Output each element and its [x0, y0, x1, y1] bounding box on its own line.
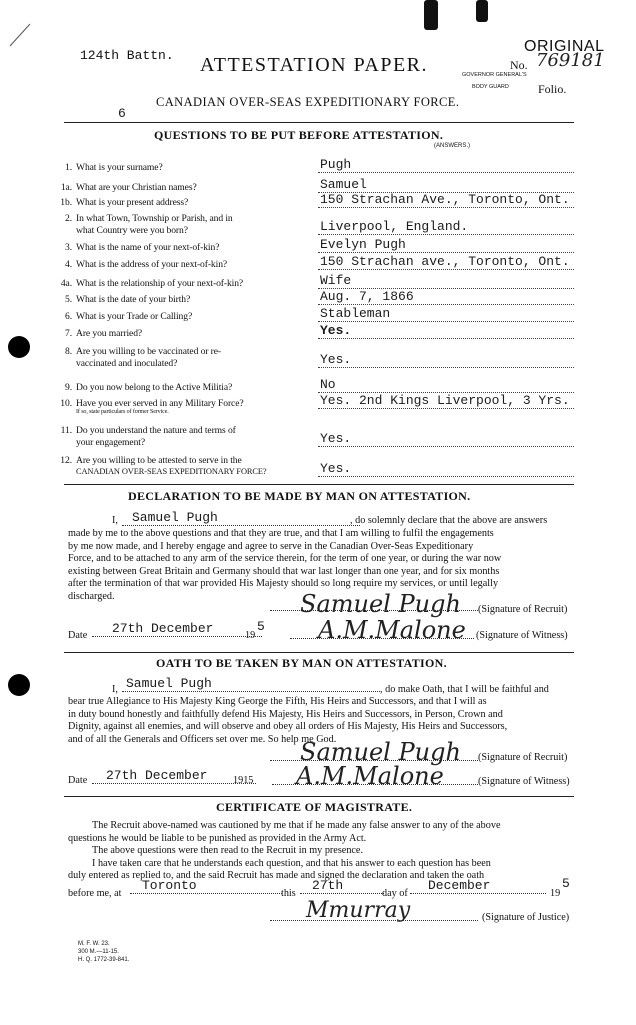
- battalion-label: 124th Battn.: [80, 48, 174, 63]
- text-line: Force, and to be attached to any arm of the service therein, for the term of one year, or during the war now: [68, 553, 502, 564]
- question-text: What is your present address?: [76, 197, 189, 208]
- oath-name: Samuel Pugh: [122, 676, 380, 692]
- certificate-year-prefix: 19: [550, 888, 561, 899]
- text-line: in duty bound honestly and faithfully defend His Majesty, His Heirs and Successors, in Person, Crown and: [68, 708, 503, 720]
- declaration-witness-signature: A.M.Malone: [318, 616, 466, 644]
- footer-line: H. Q. 1772-39-841.: [78, 957, 130, 963]
- certificate-rule: [64, 796, 574, 797]
- declaration-year-prefix: 19: [245, 630, 256, 641]
- certificate-title: CERTIFICATE OF MAGISTRATE.: [216, 800, 413, 814]
- question-text-cont: what Country were you born?: [76, 225, 188, 236]
- question-number: 1b.: [60, 197, 72, 208]
- question-number: 4a.: [60, 278, 72, 289]
- text-line: duly entered as replied to, and the said Recruit has made and signed the declaration and taken the oath: [68, 870, 485, 881]
- question-number: 9.: [65, 382, 72, 393]
- question-text-cont: CANADIAN OVER-SEAS EXPEDITIONARY FORCE?: [76, 467, 267, 476]
- declaration-date: 27th December: [92, 621, 262, 637]
- page-mark: 6: [118, 106, 126, 121]
- answer-field: Yes.: [318, 352, 574, 368]
- question-number: 6.: [65, 311, 72, 322]
- answer-field: Pugh: [318, 157, 574, 173]
- question-text: Do you now belong to the Active Militia?: [76, 382, 233, 393]
- question-number: 11.: [60, 425, 72, 436]
- question-number: 1.: [65, 162, 72, 173]
- declaration-recruit-caption: (Signature of Recruit): [478, 604, 568, 615]
- question-text: What is the name of your next-of-kin?: [76, 242, 220, 253]
- declaration-date-label: Date: [68, 630, 88, 641]
- question-text-cont: If so, state particulars of former Service.: [76, 409, 169, 415]
- answer-field: 150 Strachan Ave., Toronto, Ont.: [318, 192, 574, 208]
- question-text: What is the date of your birth?: [76, 294, 191, 305]
- justice-signature: Mmurray: [306, 898, 411, 923]
- oath-recruit-caption: (Signature of Recruit): [478, 752, 568, 763]
- answer-field: Wife: [318, 273, 574, 289]
- question-number: 8.: [65, 346, 72, 357]
- regimental-number: 769181: [536, 50, 605, 71]
- text-line: after the termination of that war provided His Majesty should so long require my services, or until legally: [68, 578, 499, 589]
- day-of-label: day of: [382, 888, 408, 899]
- question-text: What is the address of your next-of-kin?: [76, 259, 228, 270]
- stamp-governor: GOVERNOR GENERAL'S: [462, 72, 527, 78]
- question-number: 12.: [60, 455, 72, 466]
- answer-field: Aug. 7, 1866: [318, 289, 574, 305]
- stamp-bodyguard: BODY GUARD: [472, 84, 509, 90]
- this-label: this: [281, 888, 296, 899]
- text-line: Dignity, against all enemies, and will observe and obey all orders of His Majesty, His Heirs and Successors,: [68, 721, 508, 732]
- oath-recruit-sig-line: [270, 746, 478, 761]
- answer-field: Evelyn Pugh: [318, 237, 574, 253]
- question-text: Are you willing to be attested to serve in the: [76, 455, 242, 466]
- question-text: What are your Christian names?: [76, 182, 197, 193]
- number-label: No.: [510, 58, 528, 72]
- answer-field: Samuel: [318, 177, 574, 193]
- punch-hole-bottom: [8, 674, 30, 696]
- certificate-text: [68, 820, 576, 883]
- text-line: I have taken care that he understands each question, and that his answer to each question has been: [92, 857, 491, 869]
- declaration-rule: [64, 484, 574, 485]
- answer-field: Yes.: [318, 431, 574, 447]
- punch-hole-top: [8, 336, 30, 358]
- text-line: discharged.: [68, 590, 115, 602]
- witness-sig-line: [290, 624, 474, 639]
- answer-field: Yes.: [318, 461, 574, 477]
- text-line: made by me to the above questions and that they are true, and that I am willing to fulfil the engagements: [68, 528, 494, 539]
- question-number: 7.: [65, 328, 72, 339]
- oath-year: 1915: [233, 775, 254, 786]
- oath-i: I,: [112, 684, 118, 695]
- original-stamp: ORIGINAL: [524, 38, 605, 55]
- answers-label: (ANSWERS.): [434, 143, 470, 149]
- certificate-month: December: [410, 878, 546, 894]
- oath-rule: [64, 652, 574, 653]
- recruit-sig-line: [270, 596, 478, 611]
- answer-field: No: [318, 377, 574, 393]
- question-number: 10.: [60, 398, 72, 409]
- oath-witness-caption: (Signature of Witness): [478, 776, 570, 787]
- certificate-day: 27th: [300, 878, 384, 894]
- question-number: 4.: [65, 259, 72, 270]
- declaration-recruit-signature: Samuel Pugh: [300, 590, 461, 618]
- question-text-cont: vaccinated and inoculated?: [76, 358, 178, 369]
- form-subtitle: CANADIAN OVER-SEAS EXPEDITIONARY FORCE.: [156, 95, 460, 109]
- oath-witness-sig-line: [272, 770, 478, 785]
- question-text-cont: your engagement?: [76, 437, 145, 448]
- question-number: 3.: [65, 242, 72, 253]
- certificate-place: Toronto: [130, 878, 282, 894]
- question-text: Are you willing to be vaccinated or re-: [76, 346, 222, 357]
- form-footer-code: [78, 940, 129, 964]
- oath-witness-signature: A.M.Malone: [296, 762, 444, 790]
- declaration-title: DECLARATION TO BE MADE BY MAN ON ATTESTATION.: [128, 489, 471, 503]
- text-line: existing between Great Britain and Germany should that war last longer than one year, and for six months: [68, 565, 500, 577]
- question-text: What is your surname?: [76, 162, 163, 173]
- declaration-witness-caption: (Signature of Witness): [476, 630, 568, 641]
- question-text: What is your Trade or Calling?: [76, 311, 193, 322]
- text-line: bear true Allegiance to His Majesty King George the Fifth, His Heirs and Successors, and that I will as: [68, 696, 487, 707]
- justice-caption: (Signature of Justice): [482, 912, 570, 923]
- answer-field: Liverpool, England.: [318, 219, 574, 235]
- oath-date-label: Date: [68, 775, 88, 786]
- answer-field: Stableman: [318, 306, 574, 322]
- declaration-i: I,: [112, 515, 118, 526]
- question-text: Are you married?: [76, 328, 143, 339]
- text-line: by me now made, and I hereby engage and agree to serve in the Canadian Over-Seas Expeditionary: [68, 540, 474, 552]
- question-text: In what Town, Township or Parish, and in: [76, 213, 233, 224]
- question-text: What is the relationship of your next-of-kin?: [76, 278, 244, 289]
- oath-date: 27th December: [92, 768, 256, 784]
- question-text: Have you ever served in any Military Force?: [76, 398, 244, 409]
- text-line: questions he would be liable to be punished as provided in the Army Act.: [68, 832, 367, 844]
- oath-recruit-signature: Samuel Pugh: [300, 738, 461, 766]
- answer-field: 150 Strachan ave., Toronto, Ont.: [318, 254, 574, 270]
- certificate-year-suffix: 5: [562, 876, 570, 891]
- declaration-year-suffix: 5: [257, 619, 265, 634]
- oath-title: OATH TO BE TAKEN BY MAN ON ATTESTATION.: [156, 656, 447, 670]
- question-text: Do you understand the nature and terms of: [76, 425, 236, 436]
- declaration-name: Samuel Pugh: [122, 510, 360, 526]
- question-number: 1a.: [60, 182, 72, 193]
- oath-body-start: , do make Oath, that I will be faithful and: [380, 684, 549, 695]
- text-line: The Recruit above-named was cautioned by me that if he made any false answer to any of the above: [92, 820, 501, 831]
- text-line: The above questions were then read to the Recruit in my presence.: [92, 845, 364, 856]
- folio-label: Folio.: [538, 82, 567, 96]
- questions-title: QUESTIONS TO BE PUT BEFORE ATTESTATION.: [154, 128, 444, 142]
- text-line: and of all the Generals and Officers set over me. So help me God.: [68, 733, 337, 745]
- footer-line: 300 M.—11-15.: [78, 949, 119, 955]
- answer-field: Yes.: [318, 323, 574, 339]
- footer-line: M. F. W. 23.: [78, 941, 110, 947]
- answer-field: Yes. 2nd Kings Liverpool, 3 Yrs.: [318, 393, 574, 409]
- question-number: 2.: [65, 213, 72, 224]
- page-title: ATTESTATION PAPER.: [200, 54, 429, 76]
- before-me-label: before me, at: [68, 888, 122, 899]
- question-number: 5.: [65, 294, 72, 305]
- justice-sig-line: [270, 906, 478, 921]
- questions-list: [28, 0, 608, 480]
- declaration-body-start: , do solemnly declare that the above are answers: [350, 515, 548, 526]
